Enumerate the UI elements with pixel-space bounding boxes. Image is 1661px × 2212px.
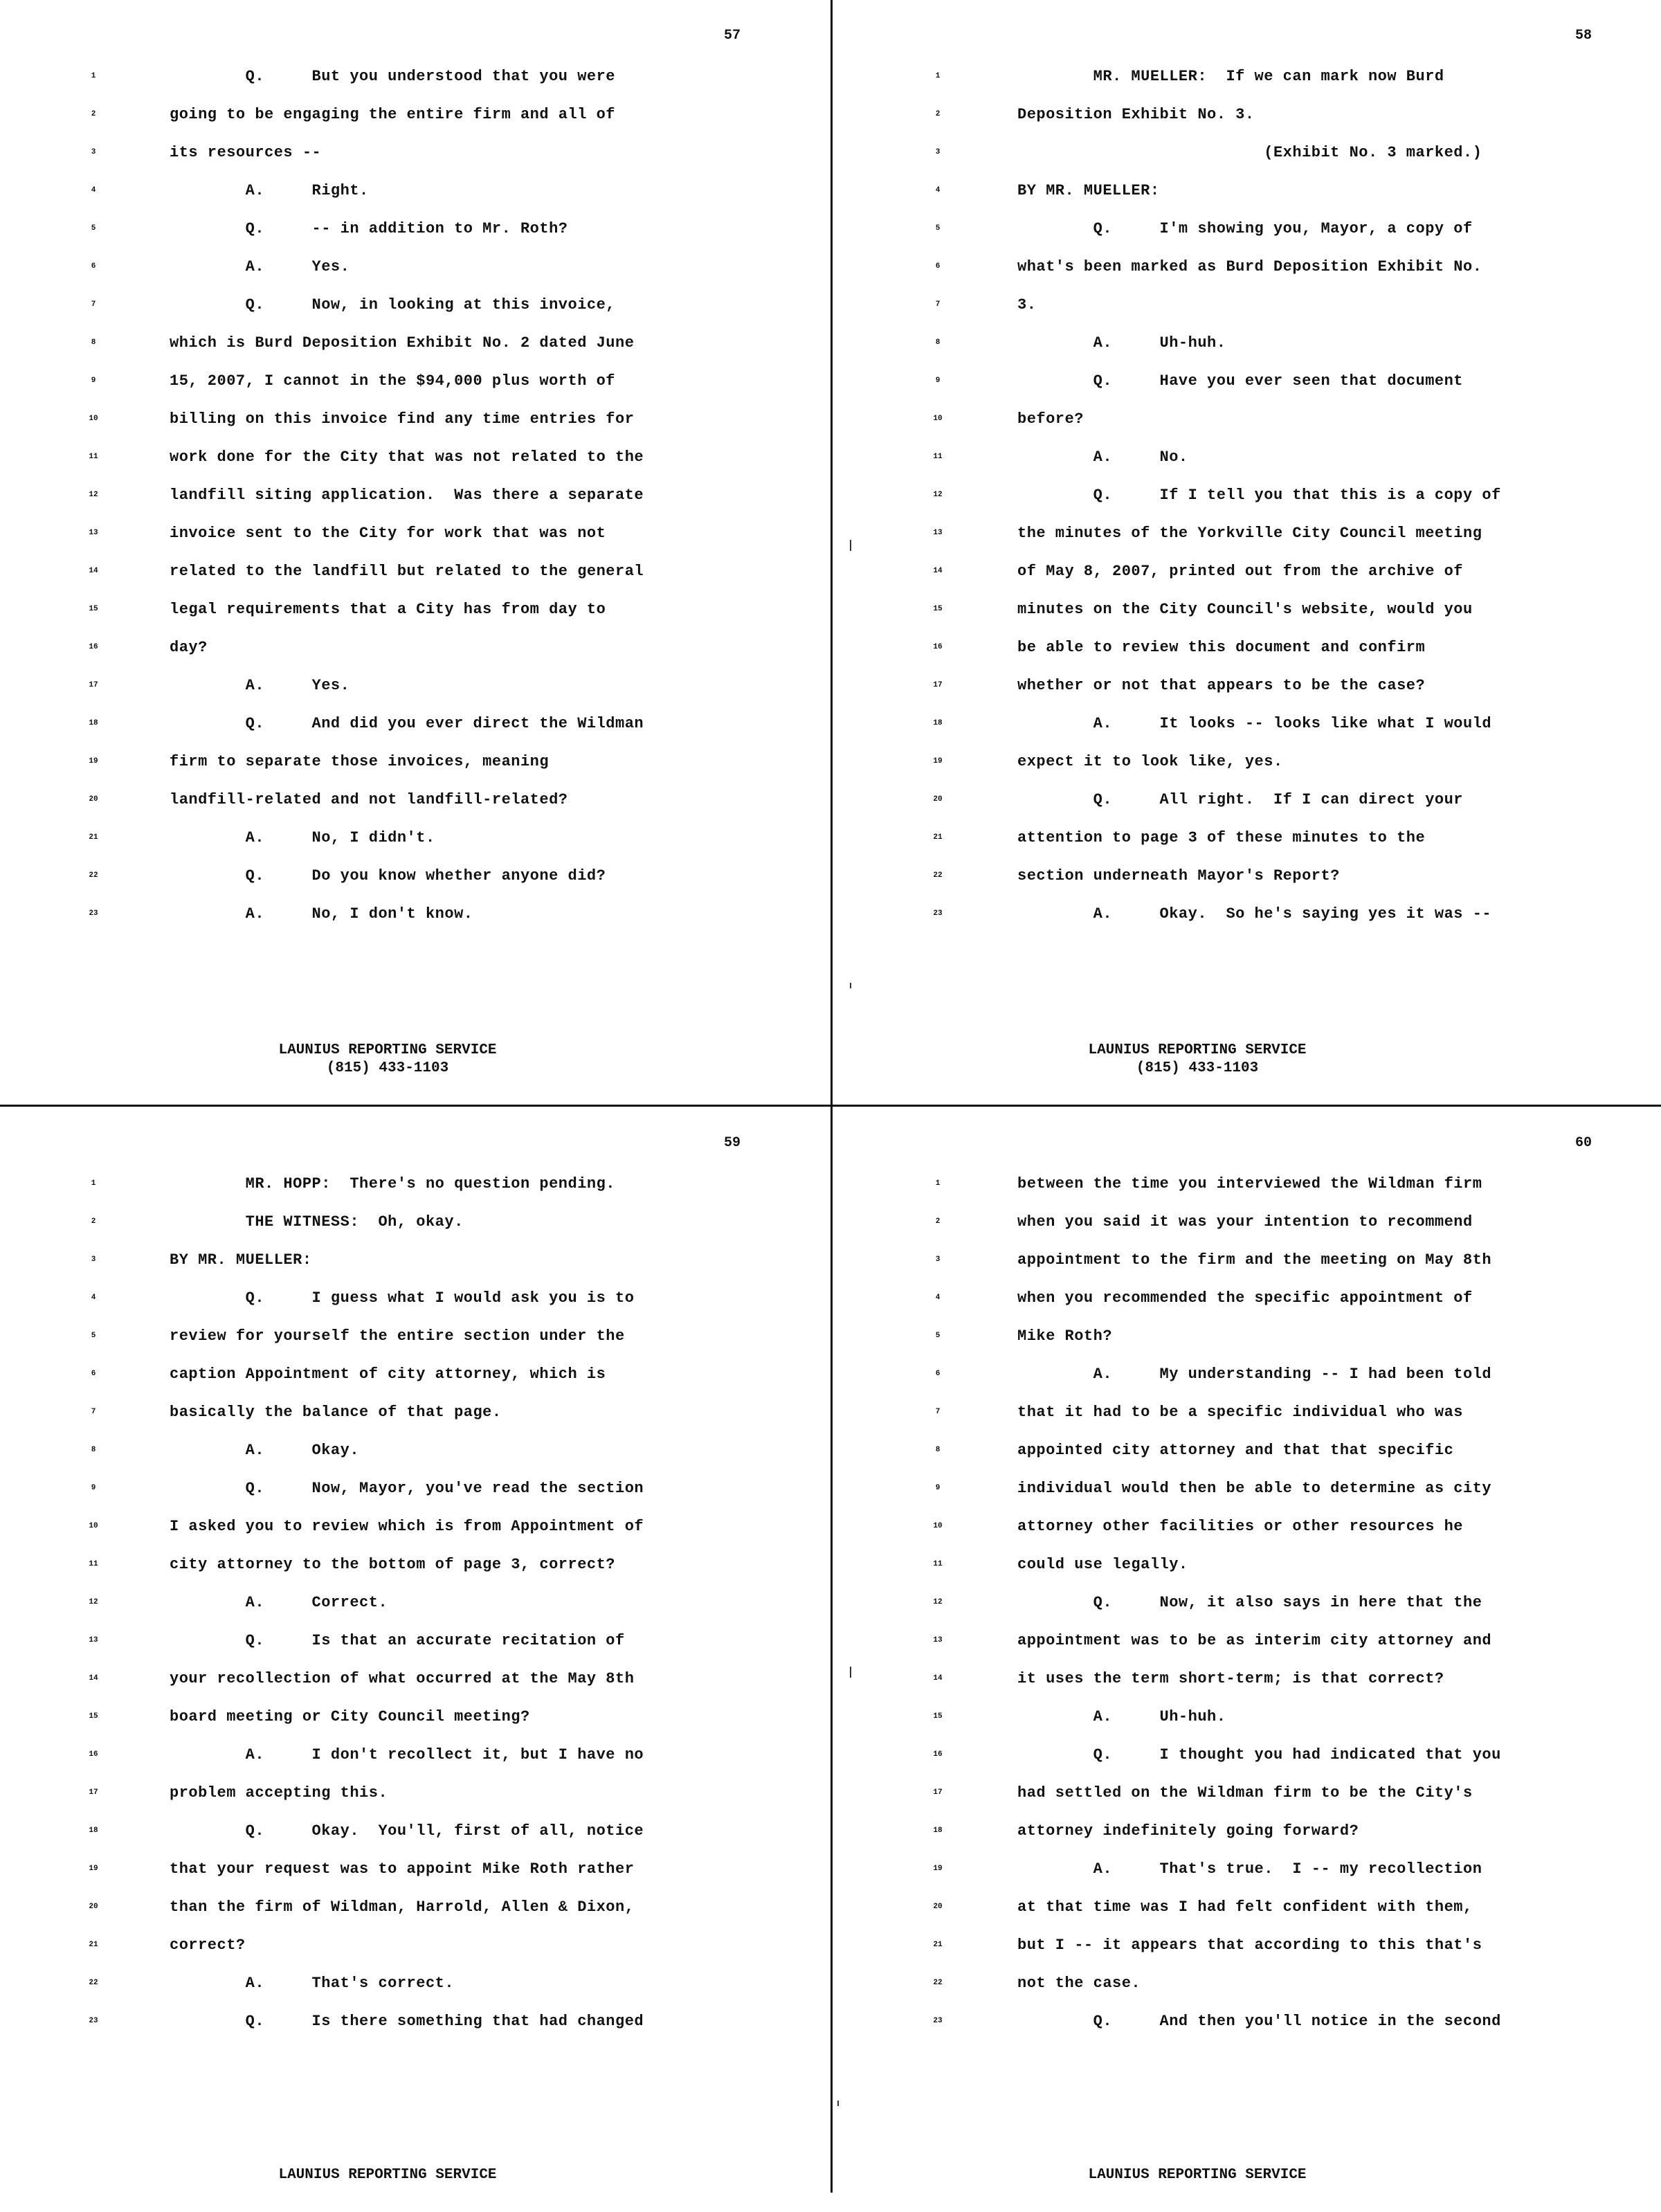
line-number: 21: [933, 1941, 943, 1949]
reporter-phone: (815) 433-1103: [326, 1060, 449, 1076]
line-text: I asked you to review which is from Appointment of: [170, 1518, 644, 1535]
line-text: problem accepting this.: [170, 1784, 388, 1802]
line-text: related to the landfill but related to the general: [170, 563, 644, 580]
transcript-line: [831, 410, 1661, 448]
line-text: MR. MUELLER: If we can mark now Burd: [1017, 68, 1444, 85]
line-number: 1: [935, 72, 941, 80]
line-text: A. Yes.: [170, 677, 350, 694]
line-number: 6: [91, 1370, 96, 1378]
transcript-lines: [831, 1175, 1661, 2051]
line-number: 18: [933, 1826, 943, 1835]
line-number: 17: [89, 681, 98, 689]
transcript-line: [0, 1480, 831, 1518]
transcript-line: [831, 1632, 1661, 1670]
transcript-line: [0, 1975, 831, 2013]
line-number: 9: [935, 377, 941, 385]
transcript-line: [0, 220, 831, 258]
line-text: BY MR. MUELLER:: [170, 1251, 312, 1269]
line-number: 7: [935, 1408, 941, 1416]
line-number: 14: [89, 1674, 98, 1683]
line-number: 4: [935, 186, 941, 194]
line-number: 2: [935, 1217, 941, 1226]
transcript-line: [0, 2013, 831, 2051]
line-number: 7: [91, 300, 96, 309]
line-text: Q. Now, in looking at this invoice,: [170, 296, 616, 314]
line-number: 23: [89, 909, 98, 918]
line-number: 11: [89, 1560, 98, 1568]
line-text: A. That's correct.: [170, 1975, 455, 1992]
line-number: 22: [89, 871, 98, 880]
line-text: A. No.: [1017, 448, 1188, 466]
transcript-line: [831, 1670, 1661, 1708]
transcript-line: [0, 1632, 831, 1670]
transcript-line: [0, 867, 831, 905]
transcript-line: [0, 1860, 831, 1898]
line-text: Q. If I tell you that this is a copy of: [1017, 487, 1501, 504]
reporter-name: LAUNIUS REPORTING SERVICE: [278, 1042, 497, 1058]
line-number: 18: [89, 1826, 98, 1835]
line-text: firm to separate those invoices, meaning: [170, 753, 550, 770]
line-number: 13: [933, 529, 943, 537]
line-number: 1: [91, 72, 96, 80]
page-footer: [782, 2166, 1613, 2184]
reporter-phone: (815) 433-1103: [1136, 1060, 1259, 1076]
transcript-line: [831, 487, 1661, 525]
transcript-line: [831, 334, 1661, 372]
line-number: 22: [89, 1979, 98, 1987]
line-text: A. Right.: [170, 182, 369, 199]
line-text: could use legally.: [1017, 1556, 1188, 1573]
transcript-line: [831, 1442, 1661, 1480]
line-text: individual would then be able to determine as city: [1017, 1480, 1492, 1497]
line-number: 18: [89, 719, 98, 727]
line-text: attorney indefinitely going forward?: [1017, 1822, 1359, 1840]
line-text: your recollection of what occurred at the May 8th: [170, 1670, 635, 1687]
line-number: 17: [933, 681, 943, 689]
line-text: what's been marked as Burd Deposition Exhibit No.: [1017, 258, 1482, 275]
line-text: that it had to be a specific individual who was: [1017, 1404, 1464, 1421]
line-text: A. Okay. So he's saying yes it was --: [1017, 905, 1492, 923]
transcript-line: [831, 296, 1661, 334]
transcript-line: [0, 182, 831, 220]
transcript-line: [0, 1289, 831, 1327]
line-text: be able to review this document and confirm: [1017, 639, 1426, 656]
transcript-line: [0, 1708, 831, 1746]
transcript-page: [0, 1107, 831, 2212]
line-number: 5: [91, 1332, 96, 1340]
line-text: Q. Is there something that had changed: [170, 2013, 644, 2030]
line-number: 13: [89, 529, 98, 537]
page-number: 60: [1574, 1135, 1592, 1151]
line-number: 4: [91, 186, 96, 194]
transcript-line: [0, 487, 831, 525]
transcript-line: [0, 1366, 831, 1404]
transcript-page: [831, 1107, 1661, 2212]
line-number: 9: [91, 1484, 96, 1492]
line-text: going to be engaging the entire firm and all of: [170, 106, 616, 123]
transcript-line: [831, 182, 1661, 220]
line-number: 8: [91, 1446, 96, 1454]
line-text: Q. Now, it also says in here that the: [1017, 1594, 1482, 1611]
line-number: 18: [933, 719, 943, 727]
reporter-name: LAUNIUS REPORTING SERVICE: [278, 2167, 497, 2183]
line-number: 14: [89, 567, 98, 575]
transcript-line: [0, 639, 831, 677]
line-text: THE WITNESS: Oh, okay.: [170, 1213, 464, 1231]
line-number: 12: [89, 1598, 98, 1606]
transcript-lines: [831, 68, 1661, 943]
line-number: 11: [933, 453, 943, 461]
line-number: 15: [89, 605, 98, 613]
line-number: 19: [89, 757, 98, 765]
line-text: of May 8, 2007, printed out from the archive of: [1017, 563, 1464, 580]
line-number: 9: [935, 1484, 941, 1492]
transcript-line: [0, 1784, 831, 1822]
transcript-line: [0, 905, 831, 943]
line-text: correct?: [170, 1937, 246, 1954]
transcript-line: [0, 410, 831, 448]
line-text: (Exhibit No. 3 marked.): [1017, 144, 1482, 161]
line-number: 15: [89, 1712, 98, 1721]
line-text: A. No, I don't know.: [170, 905, 473, 923]
transcript-line: [0, 525, 831, 563]
line-number: 13: [89, 1636, 98, 1644]
transcript-line: [831, 1784, 1661, 1822]
line-number: 23: [933, 909, 943, 918]
transcript-line: [831, 867, 1661, 905]
transcript-line: [0, 106, 831, 144]
line-number: 3: [935, 148, 941, 156]
line-text: day?: [170, 639, 208, 656]
line-text: which is Burd Deposition Exhibit No. 2 dated June: [170, 334, 635, 352]
page-number: 59: [723, 1135, 741, 1151]
transcript-line: [831, 1251, 1661, 1289]
line-text: its resources --: [170, 144, 322, 161]
line-number: 16: [933, 643, 943, 651]
transcript-page: [831, 0, 1661, 1105]
line-text: A. My understanding -- I had been told: [1017, 1366, 1492, 1383]
line-text: Q. Okay. You'll, first of all, notice: [170, 1822, 644, 1840]
line-text: expect it to look like, yes.: [1017, 753, 1283, 770]
transcript-line: [0, 791, 831, 829]
line-text: Q. I'm showing you, Mayor, a copy of: [1017, 220, 1473, 237]
transcript-line: [831, 258, 1661, 296]
transcript-line: [0, 448, 831, 487]
transcript-line: [0, 1175, 831, 1213]
line-number: 14: [933, 1674, 943, 1683]
line-number: 8: [935, 338, 941, 347]
line-text: A. Okay.: [170, 1442, 360, 1459]
line-text: 3.: [1017, 296, 1037, 314]
transcript-line: [0, 601, 831, 639]
line-text: at that time was I had felt confident with them,: [1017, 1898, 1473, 1916]
transcript-line: [831, 525, 1661, 563]
line-text: legal requirements that a City has from day to: [170, 601, 606, 618]
transcript-line: [0, 1594, 831, 1632]
transcript-line: [831, 677, 1661, 715]
transcript-line: [831, 1822, 1661, 1860]
line-text: that your request was to appoint Mike Roth rather: [170, 1860, 635, 1878]
line-text: landfill siting application. Was there a separate: [170, 487, 644, 504]
transcript-line: [831, 106, 1661, 144]
line-number: 19: [933, 1865, 943, 1873]
line-text: between the time you interviewed the Wildman firm: [1017, 1175, 1482, 1193]
line-number: 12: [933, 491, 943, 499]
line-text: appointed city attorney and that that specific: [1017, 1442, 1454, 1459]
transcript-line: [831, 448, 1661, 487]
transcript-line: [0, 1898, 831, 1937]
line-text: A. No, I didn't.: [170, 829, 435, 846]
transcript-line: [831, 1327, 1661, 1366]
page-footer: [782, 1042, 1613, 1078]
line-number: 15: [933, 1712, 943, 1721]
transcript-line: [0, 1822, 831, 1860]
line-text: A. It looks -- looks like what I would: [1017, 715, 1492, 732]
line-number: 5: [935, 224, 941, 233]
line-number: 17: [89, 1788, 98, 1797]
line-number: 19: [933, 757, 943, 765]
page-footer: [0, 1042, 803, 1078]
line-number: 20: [933, 795, 943, 804]
line-text: attorney other facilities or other resources he: [1017, 1518, 1464, 1535]
transcript-line: [831, 905, 1661, 943]
transcript-line: [831, 1289, 1661, 1327]
transcript-line: [831, 1213, 1661, 1251]
line-number: 11: [89, 453, 98, 461]
line-text: basically the balance of that page.: [170, 1404, 502, 1421]
transcript-line: [831, 2013, 1661, 2051]
transcript-line: [831, 1175, 1661, 1213]
line-text: the minutes of the Yorkville City Council meeting: [1017, 525, 1482, 542]
transcript-line: [0, 1251, 831, 1289]
transcript-line: [831, 1594, 1661, 1632]
line-text: landfill-related and not landfill-related?: [170, 791, 568, 808]
line-number: 21: [933, 833, 943, 842]
transcript-line: [831, 1975, 1661, 2013]
page-number: 58: [1574, 28, 1592, 44]
transcript-page: [0, 0, 831, 1105]
line-number: 10: [933, 1522, 943, 1530]
line-number: 23: [933, 2017, 943, 2025]
line-text: attention to page 3 of these minutes to the: [1017, 829, 1426, 846]
line-text: Q. Now, Mayor, you've read the section: [170, 1480, 644, 1497]
line-number: 4: [935, 1294, 941, 1302]
page-number: 57: [723, 28, 741, 44]
transcript-line: [0, 1404, 831, 1442]
line-number: 10: [89, 1522, 98, 1530]
line-number: 22: [933, 1979, 943, 1987]
transcript-line: [831, 1556, 1661, 1594]
transcript-line: [831, 1518, 1661, 1556]
line-text: Q. -- in addition to Mr. Roth?: [170, 220, 568, 237]
line-text: Q. I guess what I would ask you is to: [170, 1289, 635, 1307]
transcript-line: [831, 1898, 1661, 1937]
transcript-line: [0, 1937, 831, 1975]
line-text: Q. But you understood that you were: [170, 68, 616, 85]
line-text: A. Yes.: [170, 258, 350, 275]
line-text: than the firm of Wildman, Harrold, Allen & Dixon,: [170, 1898, 635, 1916]
line-number: 16: [89, 643, 98, 651]
reporter-name: LAUNIUS REPORTING SERVICE: [1088, 2167, 1307, 2183]
transcript-line: [0, 258, 831, 296]
line-text: whether or not that appears to be the case?: [1017, 677, 1426, 694]
line-number: 4: [91, 1294, 96, 1302]
transcript-line: [831, 601, 1661, 639]
transcript-line: [0, 1746, 831, 1784]
line-number: 9: [91, 377, 96, 385]
transcript-line: [831, 829, 1661, 867]
line-number: 17: [933, 1788, 943, 1797]
line-number: 23: [89, 2017, 98, 2025]
line-text: A. Uh-huh.: [1017, 334, 1226, 352]
line-number: 7: [91, 1408, 96, 1416]
transcript-line: [0, 68, 831, 106]
line-text: Q. All right. If I can direct your: [1017, 791, 1464, 808]
transcript-line: [0, 296, 831, 334]
line-text: when you recommended the specific appointment of: [1017, 1289, 1473, 1307]
line-number: 13: [933, 1636, 943, 1644]
line-number: 15: [933, 605, 943, 613]
transcript-line: [0, 144, 831, 182]
line-number: 12: [89, 491, 98, 499]
line-number: 19: [89, 1865, 98, 1873]
line-number: 3: [91, 1255, 96, 1264]
line-text: Q. Do you know whether anyone did?: [170, 867, 606, 885]
transcript-line: [831, 715, 1661, 753]
line-text: A. I don't recollect it, but I have no: [170, 1746, 644, 1764]
line-number: 22: [933, 871, 943, 880]
line-number: 5: [935, 1332, 941, 1340]
line-number: 5: [91, 224, 96, 233]
line-number: 3: [91, 148, 96, 156]
line-number: 21: [89, 833, 98, 842]
line-number: 1: [91, 1179, 96, 1188]
transcript-line: [831, 1860, 1661, 1898]
line-text: appointment was to be as interim city attorney and: [1017, 1632, 1492, 1649]
line-number: 14: [933, 567, 943, 575]
line-text: Q. I thought you had indicated that you: [1017, 1746, 1501, 1764]
line-text: A. Uh-huh.: [1017, 1708, 1226, 1725]
transcript-line: [831, 1366, 1661, 1404]
transcript-line: [0, 563, 831, 601]
transcript-line: [831, 220, 1661, 258]
transcript-lines: [0, 1175, 831, 2051]
line-text: it uses the term short-term; is that correct?: [1017, 1670, 1444, 1687]
line-number: 8: [91, 338, 96, 347]
transcript-line: [0, 677, 831, 715]
line-text: section underneath Mayor's Report?: [1017, 867, 1340, 885]
line-number: 10: [89, 415, 98, 423]
transcript-line: [0, 1518, 831, 1556]
line-number: 1: [935, 1179, 941, 1188]
transcript-line: [0, 829, 831, 867]
line-number: 2: [91, 1217, 96, 1226]
line-number: 20: [89, 1903, 98, 1911]
transcript-line: [0, 372, 831, 410]
line-number: 21: [89, 1941, 98, 1949]
line-text: not the case.: [1017, 1975, 1141, 1992]
line-number: 3: [935, 1255, 941, 1264]
line-number: 16: [933, 1750, 943, 1759]
line-number: 2: [935, 110, 941, 118]
transcript-line: [831, 1937, 1661, 1975]
transcript-line: [0, 334, 831, 372]
reporter-name: LAUNIUS REPORTING SERVICE: [1088, 1042, 1307, 1058]
line-number: 2: [91, 110, 96, 118]
line-text: A. Correct.: [170, 1594, 388, 1611]
transcript-line: [831, 1708, 1661, 1746]
line-text: billing on this invoice find any time entries for: [170, 410, 635, 428]
line-text: BY MR. MUELLER:: [1017, 182, 1160, 199]
line-number: 7: [935, 300, 941, 309]
transcript-line: [0, 1670, 831, 1708]
line-text: Q. Is that an accurate recitation of: [170, 1632, 625, 1649]
line-number: 20: [89, 795, 98, 804]
line-text: board meeting or City Council meeting?: [170, 1708, 530, 1725]
transcript-line: [0, 1556, 831, 1594]
transcript-line: [831, 753, 1661, 791]
transcript-line: [831, 372, 1661, 410]
transcript-line: [0, 1442, 831, 1480]
line-number: 11: [933, 1560, 943, 1568]
transcript-line: [0, 715, 831, 753]
line-number: 6: [91, 262, 96, 271]
line-text: city attorney to the bottom of page 3, correct?: [170, 1556, 616, 1573]
transcript-line: [831, 1404, 1661, 1442]
line-number: 6: [935, 1370, 941, 1378]
line-text: Q. And did you ever direct the Wildman: [170, 715, 644, 732]
line-text: A. That's true. I -- my recollection: [1017, 1860, 1482, 1878]
line-number: 20: [933, 1903, 943, 1911]
horizontal-divider: [0, 1105, 1661, 1107]
line-number: 10: [933, 415, 943, 423]
page-footer: [0, 2166, 803, 2184]
line-text: when you said it was your intention to recommend: [1017, 1213, 1473, 1231]
transcript-line: [831, 639, 1661, 677]
transcript-line: [831, 791, 1661, 829]
transcript-line: [0, 1327, 831, 1366]
line-text: caption Appointment of city attorney, which is: [170, 1366, 606, 1383]
line-text: Deposition Exhibit No. 3.: [1017, 106, 1255, 123]
line-number: 12: [933, 1598, 943, 1606]
transcript-lines: [0, 68, 831, 943]
line-text: work done for the City that was not related to the: [170, 448, 644, 466]
line-text: Q. Have you ever seen that document: [1017, 372, 1464, 390]
line-text: review for yourself the entire section under the: [170, 1327, 625, 1345]
line-text: 15, 2007, I cannot in the $94,000 plus worth of: [170, 372, 616, 390]
transcript-line: [0, 753, 831, 791]
line-text: before?: [1017, 410, 1084, 428]
transcript-line: [831, 68, 1661, 106]
line-text: appointment to the firm and the meeting on May 8th: [1017, 1251, 1492, 1269]
transcript-line: [0, 1213, 831, 1251]
line-text: had settled on the Wildman firm to be the City's: [1017, 1784, 1473, 1802]
transcript-line: [831, 563, 1661, 601]
transcript-line: [831, 144, 1661, 182]
line-number: 16: [89, 1750, 98, 1759]
line-text: invoice sent to the City for work that was not: [170, 525, 606, 542]
line-number: 6: [935, 262, 941, 271]
transcript-line: [831, 1480, 1661, 1518]
transcript-line: [831, 1746, 1661, 1784]
line-text: minutes on the City Council's website, would you: [1017, 601, 1473, 618]
line-text: Q. And then you'll notice in the second: [1017, 2013, 1501, 2030]
line-text: MR. HOPP: There's no question pending.: [170, 1175, 616, 1193]
line-text: Mike Roth?: [1017, 1327, 1113, 1345]
line-text: but I -- it appears that according to this that's: [1017, 1937, 1482, 1954]
line-number: 8: [935, 1446, 941, 1454]
